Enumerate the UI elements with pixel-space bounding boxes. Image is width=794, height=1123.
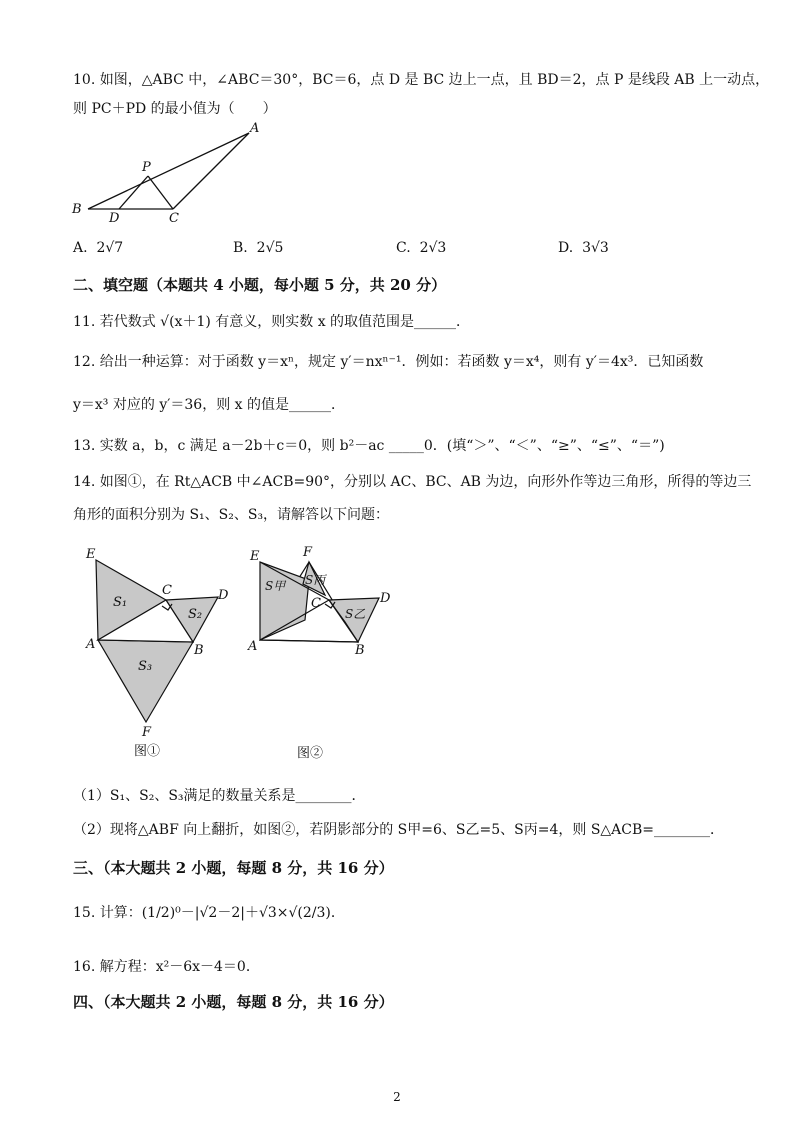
label-d: D	[218, 588, 229, 603]
label-d: D	[380, 591, 391, 606]
label-f: F	[303, 545, 313, 560]
caption-fig1: 图①	[134, 744, 161, 759]
label-c: C	[162, 583, 172, 598]
q10-figure	[66, 120, 276, 230]
label-b: B	[194, 643, 204, 658]
q10-line1: 10. 如图，△ABC 中，∠ABC＝30°，BC＝6，点 D 是 BC 边上一点，且 BD＝2，点 P 是线段 AB 上一动点，	[73, 72, 770, 88]
section4-title: 四、（本大题共 2 小题，每题 8 分，共 16 分）	[73, 993, 394, 1011]
q14-figure-1	[80, 540, 250, 770]
section2-title: 二、填空题（本题共 4 小题，每小题 5 分，共 20 分）	[73, 276, 447, 294]
label-c: C	[169, 211, 179, 226]
label-e: E	[86, 547, 96, 562]
q14-figure-2	[245, 540, 405, 770]
q10-option-b	[233, 240, 283, 256]
label-f: F	[142, 725, 152, 740]
segment-pc	[148, 176, 173, 209]
option-letter: C.	[396, 240, 411, 256]
option-value: 2√7	[96, 240, 124, 256]
label-s-yi: S乙	[345, 607, 366, 621]
q10-line2: 则 PC＋PD 的最小值为（ ）	[73, 101, 277, 117]
q14-line1: 14. 如图①，在 Rt△ACB 中∠ACB=90°，分别以 AC、BC、AB 为边，向形外作等边三角形，所得的等边三	[73, 474, 752, 490]
label-e: E	[250, 549, 260, 564]
q10-option-a	[73, 240, 123, 256]
option-value: 2√3	[419, 240, 447, 256]
label-d: D	[109, 211, 120, 226]
caption-fig2: 图②	[297, 746, 324, 761]
q12-line2: y＝x³ 对应的 y′＝36，则 x 的值是______．	[73, 397, 346, 413]
label-s1: S₁	[113, 595, 128, 610]
label-s2: S₂	[188, 607, 203, 622]
q14-sub1: （1）S₁、S₂、S₃满足的数量关系是________．	[73, 788, 366, 804]
option-letter: A.	[73, 240, 88, 256]
q14-line2: 角形的面积分别为 S₁、S₂、S₃，请解答以下问题：	[73, 507, 390, 523]
option-value: 3√3	[582, 240, 609, 256]
q16-text: 16. 解方程：x²－6x－4＝0．	[73, 959, 260, 975]
option-value: 2√5	[256, 240, 284, 256]
page-number: 2	[393, 1090, 401, 1104]
segment-ca	[173, 133, 249, 209]
q15-text: 15. 计算：(1/2)⁰－|√2－2|＋√3×√(2/3)．	[73, 905, 345, 921]
label-a: A	[248, 639, 258, 654]
q12-line1: 12. 给出一种运算：对于函数 y＝xⁿ，规定 y′＝nxⁿ⁻¹．例如：若函数 y＝x⁴，则有 y′＝4x³．已知函数	[73, 354, 704, 370]
label-a: A	[86, 637, 96, 652]
label-s-jia: S甲	[265, 579, 286, 593]
option-letter: D.	[558, 240, 574, 256]
label-s-bing: S丙	[305, 573, 326, 587]
q14-sub2: （2）现将△ABF 向上翻折，如图②，若阴影部分的 S甲=6、S乙=5、S丙=4，则 S△ACB=________．	[73, 822, 725, 838]
label-a: A	[250, 121, 260, 136]
q13-text: 13. 实数 a，b，c 满足 a－2b＋c＝0，则 b²－ac _____0．(填“＞”、“＜”、“≥”、“≤”、“＝”)	[73, 438, 665, 454]
option-letter: B.	[233, 240, 248, 256]
segment-ab	[88, 133, 249, 209]
triangle-s3	[98, 640, 193, 722]
label-b: B	[355, 643, 365, 658]
label-c: C	[311, 596, 321, 611]
label-s3: S₃	[138, 659, 153, 674]
section3-title: 三、（本大题共 2 小题，每题 8 分，共 16 分）	[73, 859, 394, 877]
label-p: P	[142, 160, 151, 175]
q11-text: 11. 若代数式 √(x＋1) 有意义，则实数 x 的取值范围是______．	[73, 314, 471, 330]
q10-option-d	[558, 240, 609, 256]
label-b: B	[72, 202, 82, 217]
q10-option-c	[396, 240, 446, 256]
